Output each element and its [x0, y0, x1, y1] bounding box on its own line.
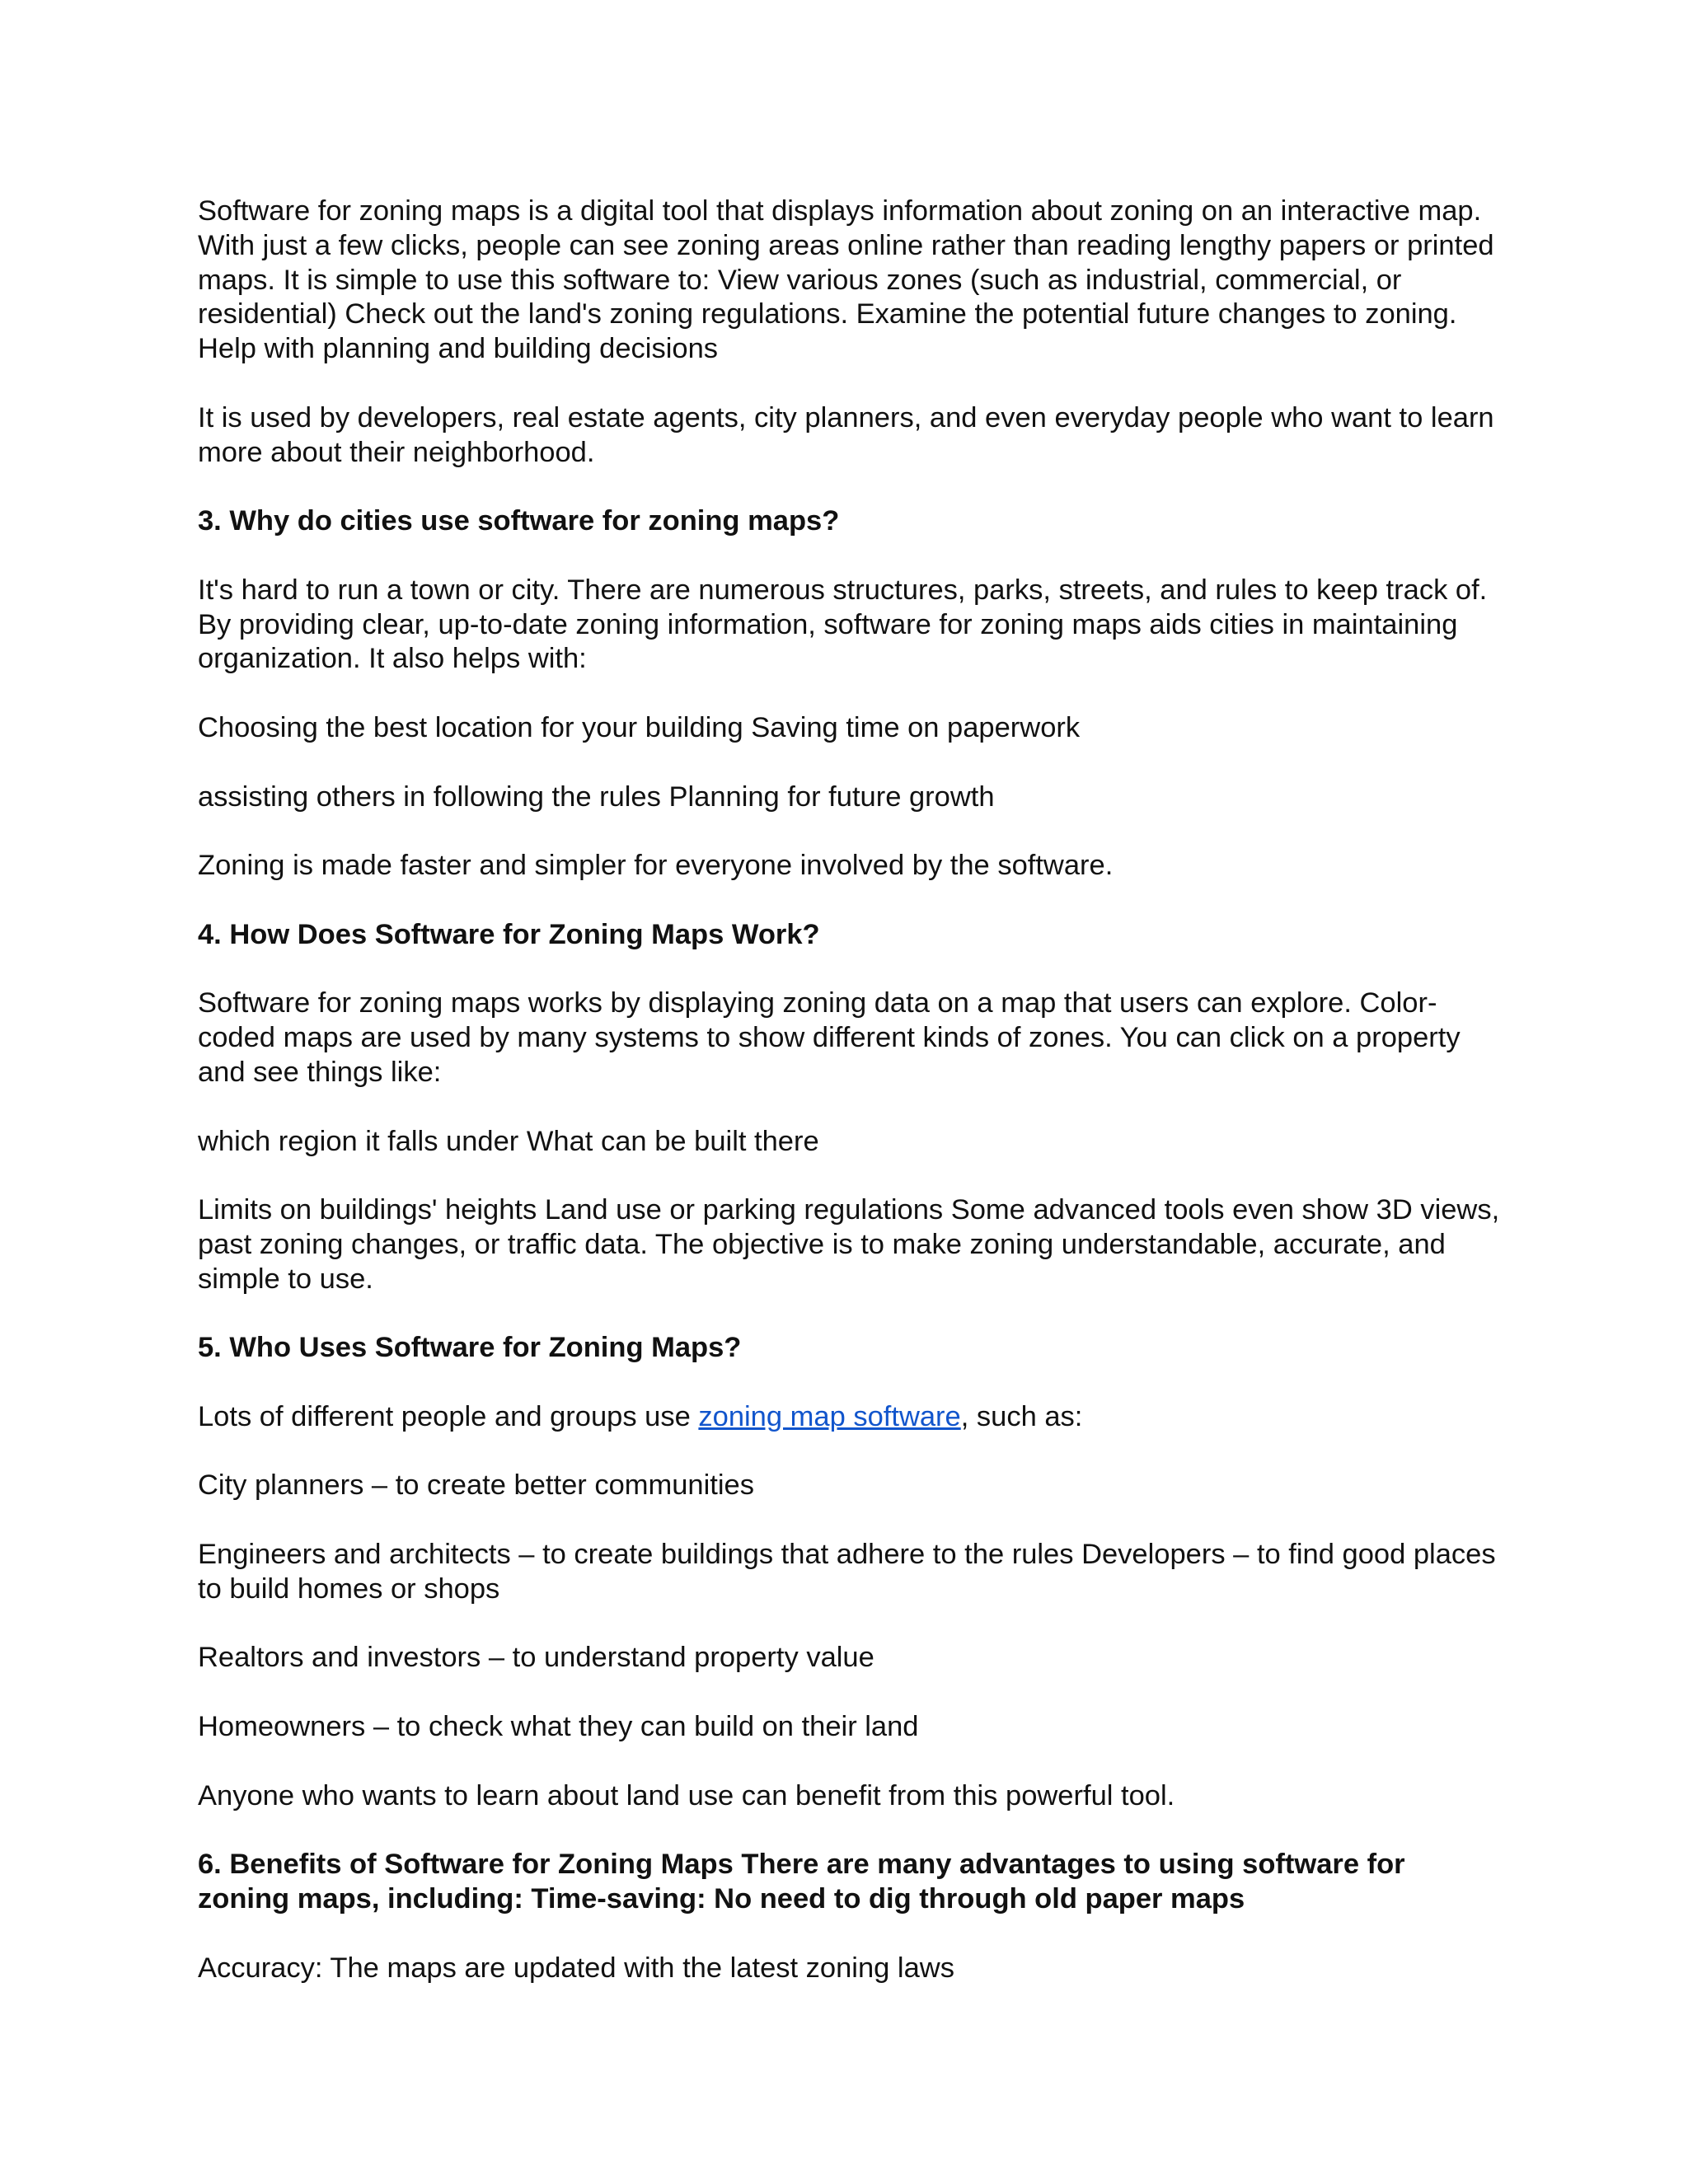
intro-paragraph-2: It is used by developers, real estate agents, city planners, and even everyday people who want to learn more about their neighborhood. [198, 401, 1494, 468]
section-4-paragraph-3: Limits on buildings' heights Land use or parking regulations Some advanced tools even show 3D views, past zoning changes, or traffic data. The objective is to make zoning understandable, accurate, and simple to use. [198, 1194, 1500, 1295]
section-3-paragraph-1: It's hard to run a town or city. There are numerous structures, parks, streets, and rules to keep track of. By providing clear, up-to-date zoning information, software for zoning maps aids cities in maintaining organization. It also helps with: [198, 574, 1488, 675]
section-5-heading: 5. Who Uses Software for Zoning Maps? [198, 1332, 742, 1364]
document-body [198, 194, 1500, 2020]
section-4-paragraph-1: Software for zoning maps works by displaying zoning data on a map that users can explore. Color-coded maps are used by many systems to show different kinds of zones. You can click on a property and see things like: [198, 987, 1461, 1088]
section-5-paragraph-4: Realtors and investors – to understand property value [198, 1642, 874, 1674]
section-5-paragraph-1-tail: , such as: [960, 1400, 1083, 1432]
section-5-paragraph-1-lead: Lots of different people and groups use [198, 1400, 699, 1432]
section-3-heading: 3. Why do cities use software for zoning maps? [198, 505, 840, 537]
section-5-paragraph-3: Engineers and architects – to create buildings that adhere to the rules Developers – to find good places to build homes or shops [198, 1539, 1496, 1605]
section-3-paragraph-2: Choosing the best location for your building Saving time on paperwork [198, 711, 1081, 743]
intro-paragraph-1: Software for zoning maps is a digital tool that displays information about zoning on an interactive map. With just a few clicks, people can see zoning areas online rather than reading lengthy papers or printed maps. It is simple to use this software to: View various zones (such as industrial, commercial, or residential) Check out the land's zoning regulations. Examine the potential future changes to zoning. Help with planning and building decisions [198, 195, 1494, 365]
section-3-paragraph-3: assisting others in following the rules Planning for future growth [198, 780, 995, 813]
section-4-paragraph-2: which region it falls under What can be built there [198, 1125, 819, 1157]
section-5-paragraph-5: Homeowners – to check what they can build on their land [198, 1711, 919, 1743]
section-5-paragraph-1 [198, 1400, 1500, 1435]
zoning-map-software-link[interactable]: zoning map software [698, 1400, 961, 1432]
section-4-heading: 4. How Does Software for Zoning Maps Work? [198, 918, 820, 950]
section-6-paragraph-1: Accuracy: The maps are updated with the latest zoning laws [198, 1952, 954, 1984]
section-3-paragraph-4: Zoning is made faster and simpler for everyone involved by the software. [198, 850, 1114, 882]
section-5-paragraph-6: Anyone who wants to learn about land use can benefit from this powerful tool. [198, 1779, 1175, 1811]
section-6-heading: 6. Benefits of Software for Zoning Maps There are many advantages to using software for zoning maps, including: Time-saving: No need to dig through old paper maps [198, 1849, 1405, 1915]
section-5-paragraph-2: City planners – to create better communities [198, 1469, 754, 1502]
